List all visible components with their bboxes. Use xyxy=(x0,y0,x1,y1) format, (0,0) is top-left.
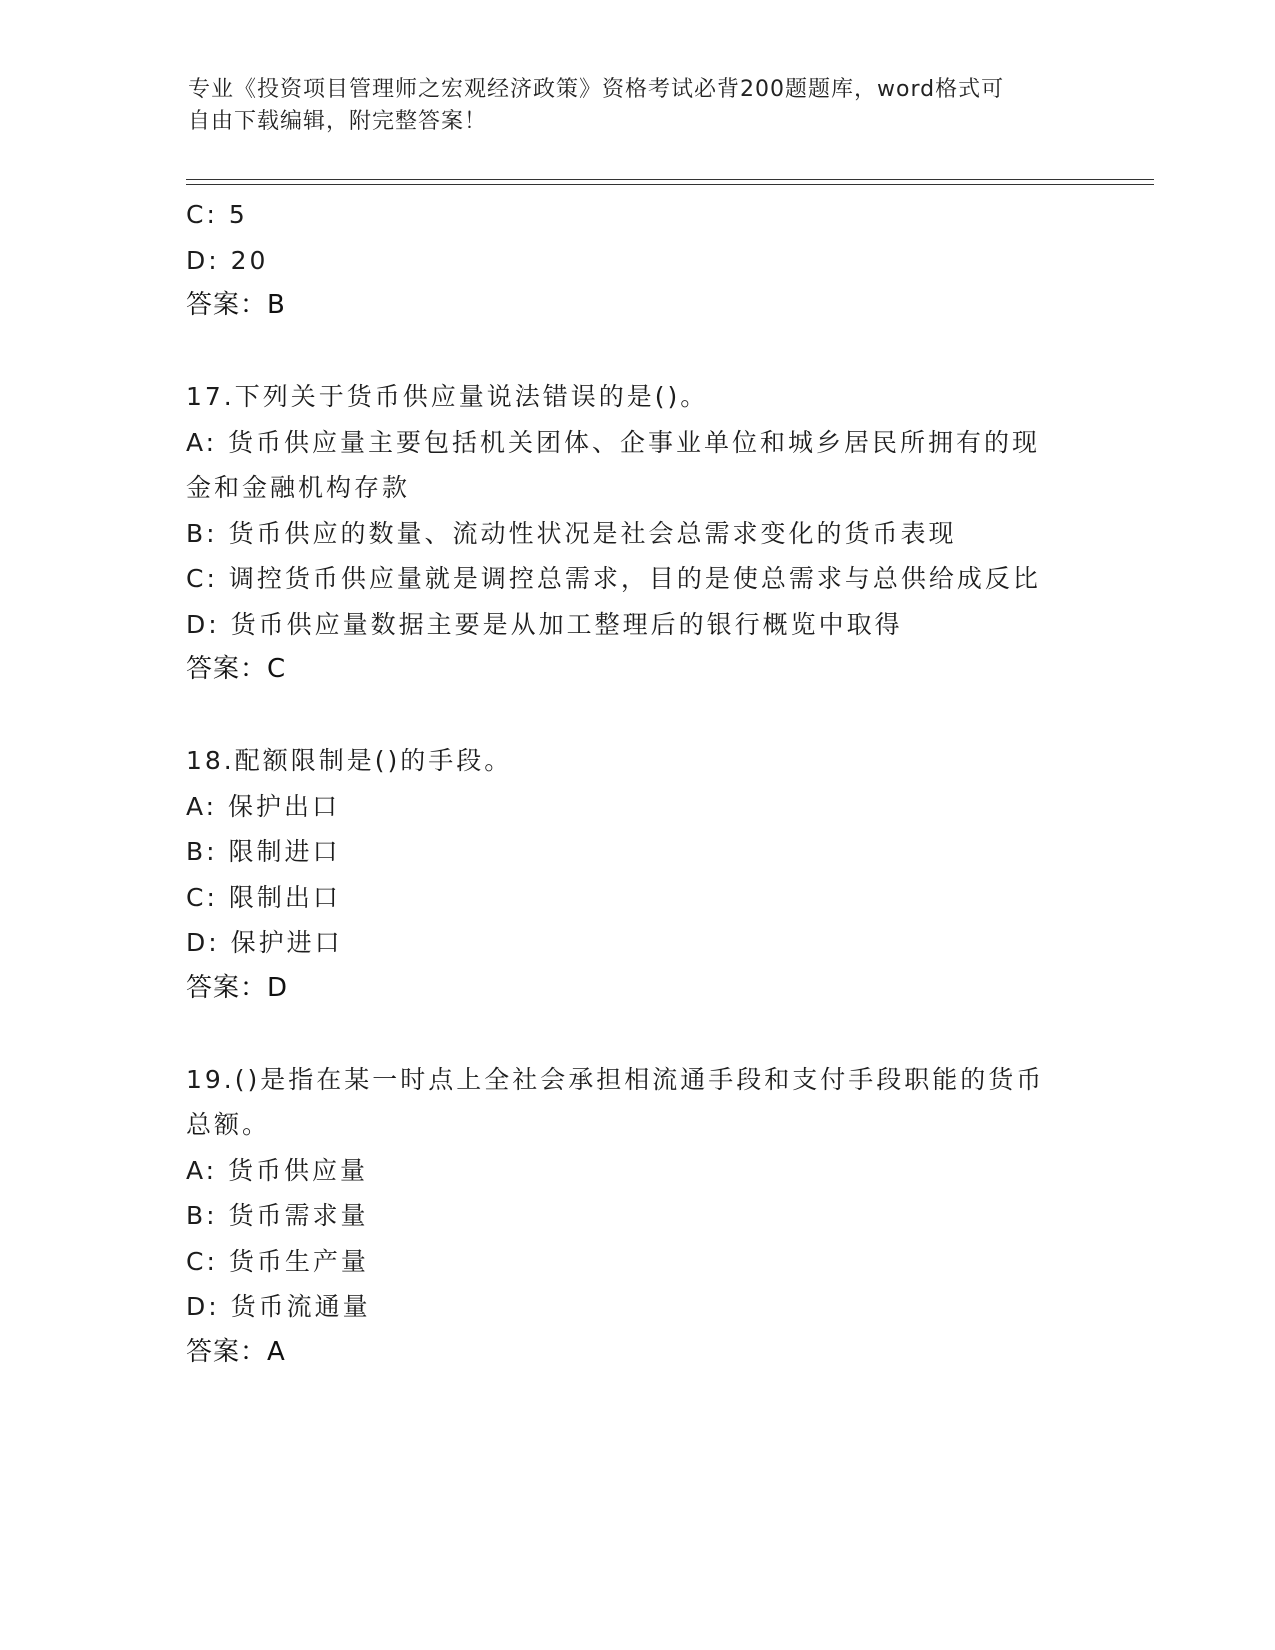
option-b: B: 限制进口 xyxy=(186,837,341,866)
option-c: C: 限制出口 xyxy=(186,882,341,912)
option-c: C: 货币生产量 xyxy=(186,1246,369,1276)
question-17 xyxy=(186,374,1086,693)
answer-line: 答案：A xyxy=(186,1336,286,1367)
question-stem: 18.配额限制是()的手段。 xyxy=(186,746,513,775)
option-b: B: 货币供应的数量、流动性状况是社会总需求变化的货币表现 xyxy=(186,518,957,548)
question-list xyxy=(186,192,1086,1375)
option-a: A: 保护出口 xyxy=(186,791,341,821)
header-divider-top xyxy=(186,179,1154,180)
option-a: A: 货币供应量 xyxy=(186,1155,369,1185)
spacer xyxy=(186,693,1086,739)
option-c: C: 调控货币供应量就是调控总需求，目的是使总需求与总供给成反比 xyxy=(186,564,1041,593)
answer-line: 答案：B xyxy=(186,290,286,320)
page-header xyxy=(188,74,1088,138)
header-line-1: 专业《投资项目管理师之宏观经济政策》资格考试必背200题题库，word格式可 xyxy=(188,77,1005,102)
option-a: A: 货币供应量主要包括机关团体、企事业单位和城乡居民所拥有的现 xyxy=(186,427,1041,457)
option-c: C: 5 xyxy=(186,200,248,229)
previous-question-tail xyxy=(186,192,1086,329)
option-d: D: 20 xyxy=(186,245,269,275)
question-18 xyxy=(186,738,1086,1011)
header-line-2: 自由下载编辑，附完整答案！ xyxy=(188,109,488,134)
option-a-continued: 金和金融机构存款 xyxy=(186,473,411,502)
option-b: B: 货币需求量 xyxy=(186,1201,369,1230)
option-d: D: 货币流通量 xyxy=(186,1292,371,1321)
option-d: D: 保护进口 xyxy=(186,928,343,957)
spacer xyxy=(186,329,1086,375)
answer-line: 答案：C xyxy=(186,654,287,684)
spacer xyxy=(186,1011,1086,1057)
header-divider-bottom xyxy=(186,184,1154,185)
question-stem: 19.()是指在某一时点上全社会承担相流通手段和支付手段职能的货币 xyxy=(186,1064,1045,1094)
question-19 xyxy=(186,1057,1086,1376)
question-stem: 17.下列关于货币供应量说法错误的是()。 xyxy=(186,382,709,411)
question-stem-continued: 总额。 xyxy=(186,1110,271,1139)
answer-line: 答案：D xyxy=(186,972,289,1003)
option-d: D: 货币供应量数据主要是从加工整理后的银行概览中取得 xyxy=(186,609,903,639)
